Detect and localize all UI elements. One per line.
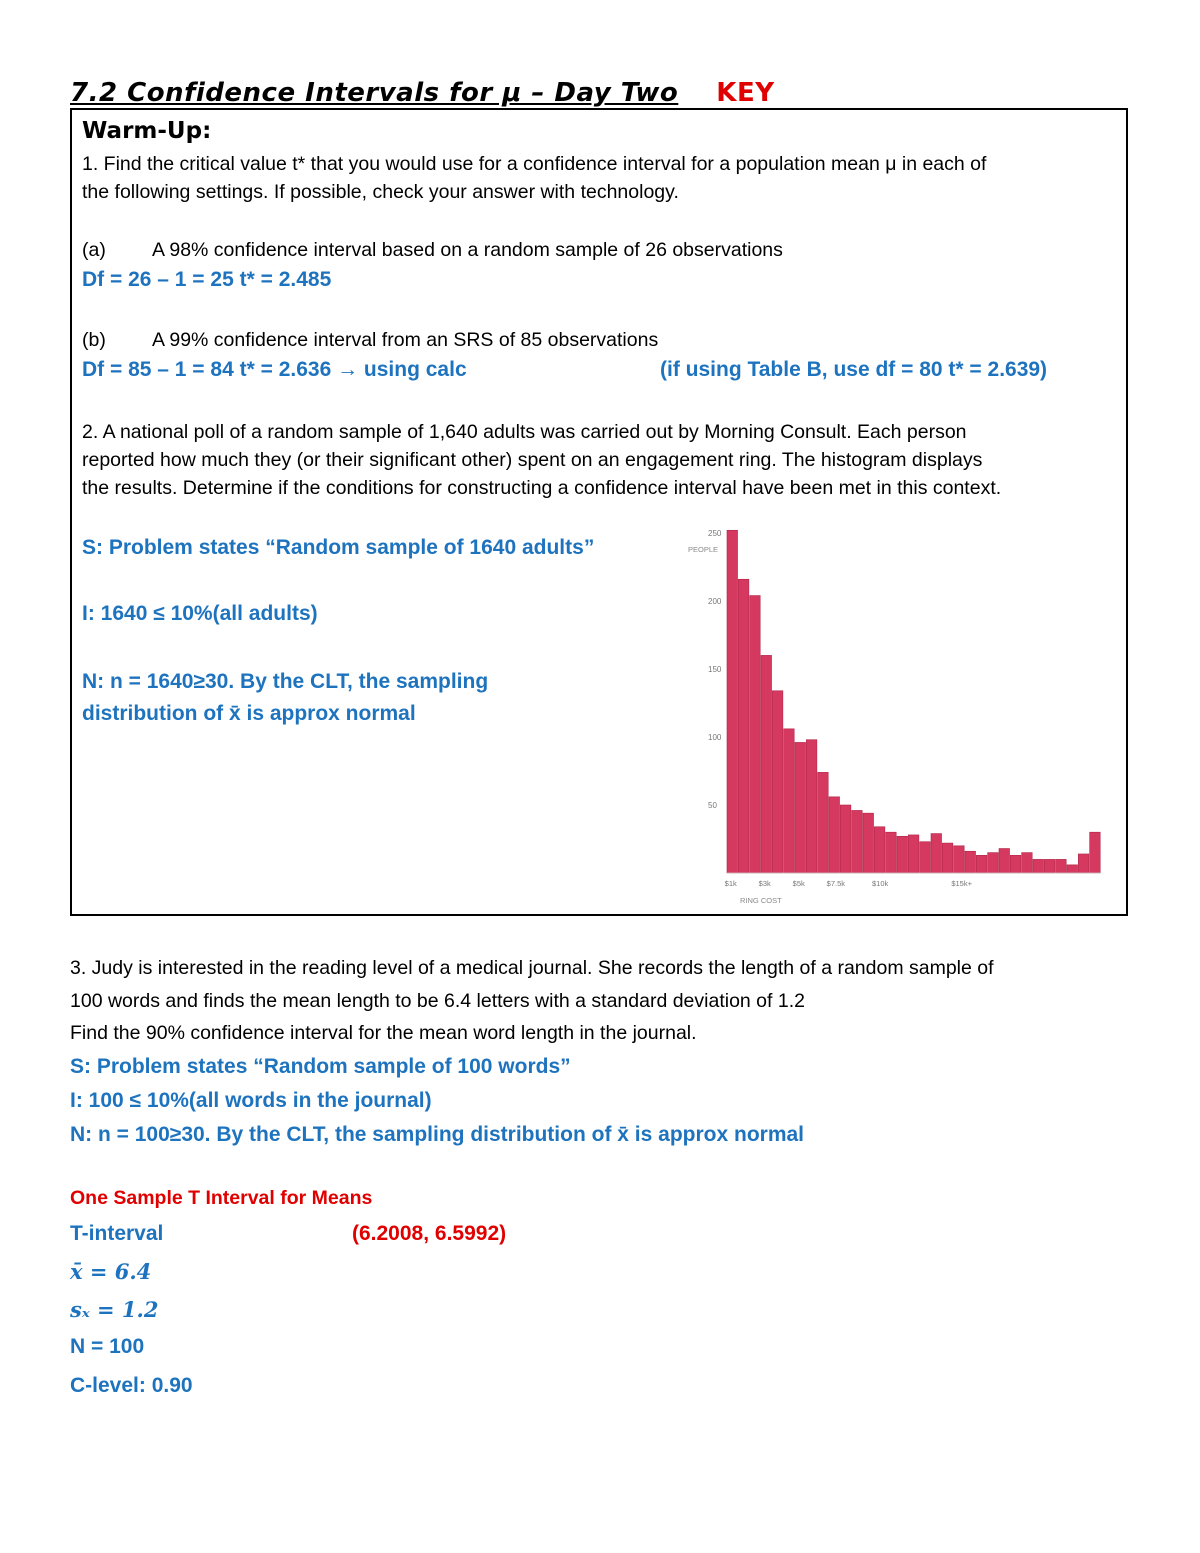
x-tick-label: $3k [758, 879, 771, 888]
histogram-bar [840, 805, 851, 873]
q1a-text: A 98% confidence interval based on a random sample of 26 observations [152, 239, 783, 261]
histogram-bar [761, 655, 772, 873]
histogram-bar [727, 530, 738, 873]
q3-line1: 3. Judy is interested in the reading level of a medical journal. She records the length of a random sample of [70, 957, 994, 979]
q3-n-answer: N: n = 100≥30. By the CLT, the sampling distribution of x̄ is approx normal [70, 1123, 805, 1146]
ring-cost-histogram [680, 515, 1110, 910]
histogram-bar [965, 851, 976, 873]
histogram-bar [874, 827, 885, 873]
q1-line1: 1. Find the critical value t* that you would use for a confidence interval for a population mean μ in each of [82, 153, 987, 175]
title-text: 7.2 Confidence Intervals for μ – Day Two [70, 78, 679, 108]
q1b-label: (b) [82, 329, 106, 351]
y-tick-label: 250 [708, 529, 722, 538]
q3-i-answer: I: 100 ≤ 10%(all words in the journal) [70, 1089, 432, 1112]
q2-i-answer: I: 1640 ≤ 10%(all adults) [82, 602, 318, 625]
x-tick-label: $5k [792, 879, 805, 888]
histogram-bar [738, 579, 749, 873]
q3-line3: Find the 90% confidence interval for the mean word length in the journal. [70, 1022, 697, 1044]
histogram-bar [1044, 859, 1055, 873]
histogram-bar [784, 729, 795, 873]
x-tick-label: $10k [872, 879, 889, 888]
q1b-answer: Df = 85 – 1 = 84 t* = 2.636 → using calc [82, 358, 467, 381]
t-interval-label: T-interval [70, 1222, 164, 1245]
method-label: One Sample T Interval for Means [70, 1187, 373, 1209]
sx-value: sₓ = 1.2 [70, 1297, 159, 1322]
x-tick-label: $7.5k [826, 879, 846, 888]
histogram-bar [920, 842, 931, 873]
histogram-bar [818, 772, 829, 873]
y-tick-label: 50 [708, 801, 717, 810]
xbar-value: x̄ = 6.4 [70, 1259, 152, 1284]
y-tick-label: 200 [708, 597, 722, 606]
q2-n-answer-1: N: n = 1640≥30. By the CLT, the sampling [82, 670, 489, 693]
q1b-answer-alt: (if using Table B, use df = 80 t* = 2.639) [660, 358, 1048, 381]
q3-line2: 100 words and finds the mean length to be 6.4 letters with a standard deviation of 1.2 [70, 990, 805, 1012]
histogram-bar [897, 836, 908, 873]
histogram-bar [908, 835, 919, 873]
histogram-bar [988, 853, 999, 873]
q1a-label: (a) [82, 239, 106, 261]
histogram-bar [886, 832, 897, 873]
histogram-bar [1022, 853, 1033, 873]
q3-s-answer: S: Problem states “Random sample of 100 words” [70, 1055, 571, 1078]
histogram-bar [976, 855, 987, 873]
histogram-x-label: RING COST [740, 896, 782, 905]
q1a-answer: Df = 26 – 1 = 25 t* = 2.485 [82, 268, 332, 291]
histogram-bar [795, 742, 806, 873]
histogram-bar [931, 834, 942, 873]
q2-line3: the results. Determine if the conditions for constructing a confidence interval have been met in this context. [82, 477, 1002, 499]
histogram-bar [1010, 855, 1021, 873]
histogram-bar [954, 846, 965, 873]
histogram-bar [829, 797, 840, 873]
q2-n-answer-2: distribution of x̄ is approx normal [82, 702, 416, 725]
key-label: KEY [716, 78, 775, 108]
histogram-bar [772, 691, 783, 873]
x-tick-label: $15k+ [951, 879, 972, 888]
y-tick-label: 100 [708, 733, 722, 742]
histogram-bar [852, 810, 863, 873]
histogram-bar [1067, 865, 1078, 873]
histogram-bar [1056, 859, 1067, 873]
warmup-label: Warm-Up: [82, 118, 212, 144]
t-interval-value: (6.2008, 6.5992) [352, 1222, 507, 1245]
histogram-bar [750, 596, 761, 873]
histogram-y-label: PEOPLE [688, 545, 719, 554]
q2-line1: 2. A national poll of a random sample of 1,640 adults was carried out by Morning Consult. Each person [82, 421, 967, 443]
q2-line2: reported how much they (or their significant other) spent on an engagement ring. The histogram displays [82, 449, 983, 471]
q1b-text: A 99% confidence interval from an SRS of 85 observations [152, 329, 659, 351]
histogram-bar [999, 849, 1010, 873]
histogram-bar [863, 813, 874, 873]
histogram-bar [1078, 854, 1089, 873]
q1-line2: the following settings. If possible, check your answer with technology. [82, 181, 679, 203]
histogram-bar [1090, 832, 1101, 873]
histogram-bar [942, 843, 953, 873]
histogram-bar [806, 740, 817, 873]
q2-s-answer: S: Problem states “Random sample of 1640 adults” [82, 536, 595, 559]
x-tick-label: $1k [724, 879, 737, 888]
page-title [70, 78, 775, 108]
y-tick-label: 150 [708, 665, 722, 674]
n-value: N = 100 [70, 1335, 145, 1358]
clevel-value: C-level: 0.90 [70, 1374, 193, 1397]
histogram-bar [1033, 859, 1044, 873]
